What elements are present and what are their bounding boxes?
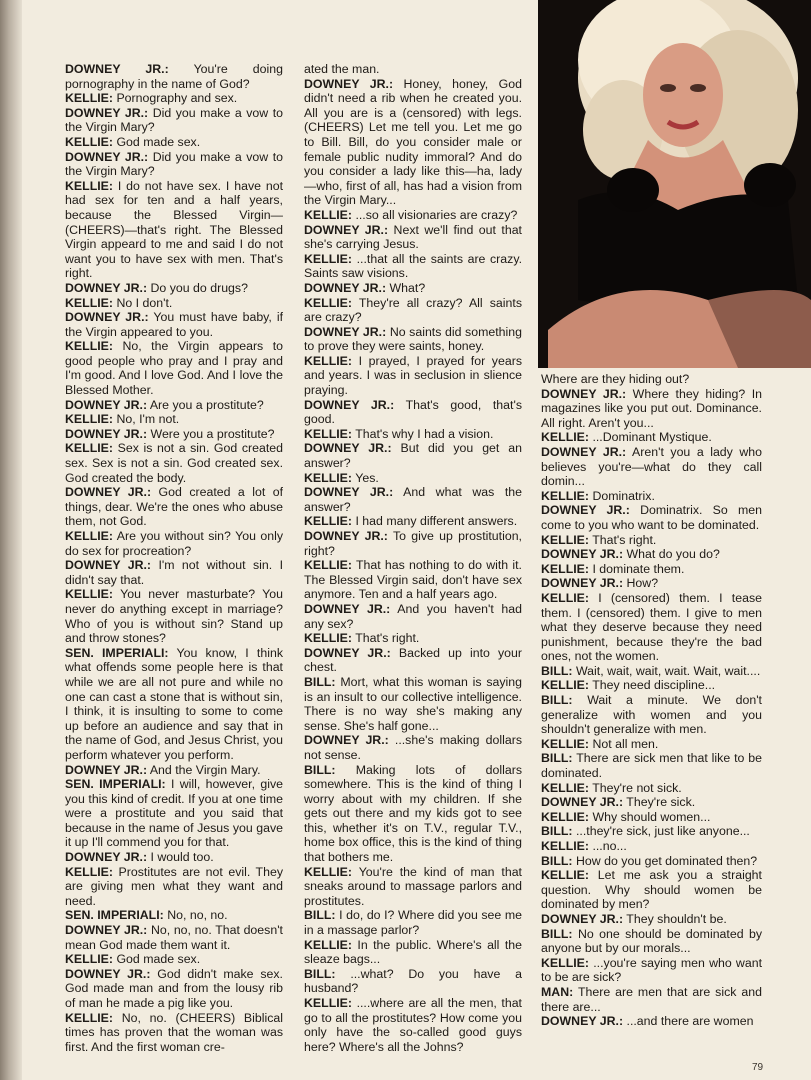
transcript-paragraph — [65, 558, 283, 587]
speaker-label: BILL: — [541, 853, 573, 868]
transcript-paragraph — [304, 62, 522, 77]
speech-text: Backed up into your chest. — [304, 645, 522, 675]
speech-text: In the public. Where's all the sleaze bags... — [304, 937, 522, 967]
speaker-label: KELLIE: — [541, 590, 590, 605]
speaker-label: KELLIE: — [304, 937, 353, 952]
speaker-label: KELLIE: — [65, 339, 114, 354]
speech-text: That's right. — [592, 532, 657, 547]
transcript-paragraph — [304, 281, 522, 296]
transcript-paragraph — [304, 602, 522, 631]
speaker-label: DOWNEY JR.: — [65, 762, 148, 777]
transcript-paragraph — [541, 372, 762, 387]
transcript-paragraph — [304, 354, 522, 398]
transcript-paragraph — [304, 675, 522, 733]
speaker-label: KELLIE: — [541, 868, 590, 883]
speaker-label: BILL: — [304, 966, 336, 981]
transcript-paragraph — [541, 489, 762, 504]
binding-shadow — [0, 0, 22, 1080]
speech-text: They're all crazy? All saints are crazy? — [304, 295, 522, 325]
speech-text: I do not have sex. I have not had sex for ten and a half years, because the Blessed Virgin—(CHEERS)—that's right. The Blessed Virgin appeard to me and said I do not want you to have sex with men. That's right. — [65, 178, 283, 281]
transcript-paragraph — [65, 398, 283, 413]
speech-text: Not all men. — [592, 736, 659, 751]
speaker-label: DOWNEY JR.: — [541, 576, 624, 591]
speech-text: Sex is not a sin. God created sex. Sex is not a sin. God created sex. God created the body. — [65, 441, 283, 485]
transcript-paragraph — [541, 678, 762, 693]
transcript-paragraph — [541, 824, 762, 839]
speaker-label: BILL: — [304, 674, 336, 689]
transcript-paragraph — [65, 412, 283, 427]
transcript-paragraph — [541, 547, 762, 562]
speaker-label: BILL: — [541, 663, 573, 678]
speaker-label: DOWNEY JR.: — [65, 280, 148, 295]
speaker-label: DOWNEY JR.: — [304, 324, 387, 339]
speaker-label: DOWNEY JR.: — [541, 911, 624, 926]
speech-text: Were you a prostitute? — [150, 426, 275, 441]
speech-text: They need discipline... — [592, 678, 716, 693]
transcript-paragraph — [65, 1011, 283, 1055]
speech-text: Next we'll find out that she's carrying Jesus. — [304, 222, 522, 252]
speech-text: No, no. (CHEERS) Biblical times has proven that the woman was first. And the first woman cre- — [65, 1010, 283, 1054]
speech-text: God made sex. — [116, 952, 201, 967]
speech-text: I had many different answers. — [355, 514, 518, 529]
speech-text: They're sick. — [626, 795, 696, 810]
transcript-paragraph — [65, 865, 283, 909]
transcript-paragraph — [541, 693, 762, 737]
transcript-paragraph — [304, 252, 522, 281]
speaker-label: KELLIE: — [304, 514, 353, 529]
transcript-paragraph — [304, 325, 522, 354]
speech-text: No saints did something to prove they were saints, honey. — [304, 324, 522, 354]
speech-text: Where they hiding? In magazines like you put out. Dominance. All right. Aren't you... — [541, 386, 762, 430]
speaker-label: KELLIE: — [65, 91, 114, 106]
speaker-label: KELLIE: — [65, 587, 114, 602]
transcript-paragraph — [541, 387, 762, 431]
speaker-label: BILL: — [541, 824, 573, 839]
speech-text: ...no... — [592, 839, 627, 853]
speech-text: ...she's making dollars not sense. — [304, 733, 522, 762]
transcript-paragraph — [541, 795, 762, 810]
speech-text: Making lots of dollars somewhere. This is the kind of thing I worry about with my children. If she gets out there and my kids got to see this, whether it's on T.V., regular T.V., home box office, this is the kind of thing that bothers me. — [304, 762, 522, 865]
transcript-paragraph — [541, 810, 762, 825]
speaker-label: DOWNEY JR.: — [65, 426, 148, 441]
transcript-paragraph — [65, 339, 283, 397]
speech-text: Let me ask you a straight question. Why should women be dominated by men? — [541, 868, 762, 912]
transcript-paragraph — [304, 441, 522, 470]
transcript-paragraph — [304, 865, 522, 909]
speech-text: I'm not without sin. I didn't say that. — [65, 558, 283, 587]
speaker-label: DOWNEY JR.: — [304, 280, 387, 295]
speech-text: Are you without sin? You only do sex for procreation? — [65, 529, 283, 558]
transcript-paragraph — [65, 587, 283, 645]
speaker-label: DOWNEY JR.: — [541, 444, 627, 459]
speaker-label: KELLIE: — [541, 809, 590, 824]
speech-text: ...what? Do you have a husband? — [304, 966, 522, 996]
transcript-paragraph — [304, 427, 522, 442]
transcript-paragraph — [541, 781, 762, 796]
speech-text: Did you make a vow to the Virgin Mary? — [65, 149, 283, 179]
speech-text: How? — [626, 576, 659, 591]
speaker-label: KELLIE: — [541, 532, 590, 547]
transcript-paragraph — [541, 1014, 762, 1029]
transcript-paragraph — [541, 503, 762, 532]
portrait-photo — [538, 0, 811, 368]
speech-text: ated the man. — [304, 62, 380, 76]
transcript-paragraph — [541, 956, 762, 985]
transcript-paragraph — [304, 763, 522, 865]
transcript-paragraph — [65, 62, 283, 91]
transcript-paragraph — [304, 938, 522, 967]
transcript-paragraph — [304, 471, 522, 486]
speech-text: I dominate them. — [592, 561, 685, 576]
transcript-paragraph — [304, 996, 522, 1054]
transcript-paragraph — [304, 529, 522, 558]
speaker-label: DOWNEY JR.: — [304, 733, 389, 748]
speaker-label: KELLIE: — [304, 251, 353, 266]
speaker-label: KELLIE: — [304, 470, 353, 485]
speaker-label: DOWNEY JR.: — [304, 485, 394, 500]
transcript-paragraph — [304, 631, 522, 646]
transcript-paragraph — [304, 558, 522, 602]
speaker-label: KELLIE: — [304, 353, 353, 368]
transcript-paragraph — [304, 514, 522, 529]
speaker-label: BILL: — [304, 762, 336, 777]
speaker-label: KELLIE: — [65, 412, 114, 427]
speaker-label: DOWNEY JR.: — [65, 397, 148, 412]
speech-text: You must have baby, if the Virgin appeared to you. — [65, 310, 283, 339]
transcript-paragraph — [304, 646, 522, 675]
transcript-paragraph — [541, 927, 762, 956]
speaker-label: DOWNEY JR.: — [304, 601, 391, 616]
transcript-paragraph — [65, 281, 283, 296]
speaker-label: BILL: — [541, 693, 573, 708]
speech-text: Wait a minute. We don't generalize with women and you shouldn't generalize with men. — [541, 693, 762, 737]
transcript-paragraph — [65, 150, 283, 179]
speaker-label: KELLIE: — [541, 678, 590, 693]
speech-text: Aren't you a lady who believes you're—what do they call domin... — [541, 444, 762, 489]
speech-text: You're doing pornography in the name of God? — [65, 62, 283, 91]
transcript-paragraph — [541, 912, 762, 927]
transcript-paragraph — [65, 777, 283, 850]
transcript-paragraph — [541, 985, 762, 1014]
speaker-label: DOWNEY JR.: — [65, 966, 151, 981]
speaker-label: KELLIE: — [65, 952, 114, 967]
speaker-label: DOWNEY JR.: — [65, 558, 152, 573]
speaker-label: DOWNEY JR.: — [541, 1014, 624, 1029]
speaker-label: KELLIE: — [304, 207, 353, 222]
transcript-paragraph — [65, 485, 283, 529]
speaker-label: BILL: — [304, 908, 336, 923]
transcript-paragraph — [65, 646, 283, 763]
speaker-label: KELLIE: — [304, 631, 353, 646]
speech-text: How do you get dominated then? — [575, 853, 758, 868]
speech-text: No, no, no. That doesn't mean God made them want it. — [65, 923, 283, 952]
speech-text: No, no, no. — [167, 908, 228, 923]
speaker-label: DOWNEY JR.: — [65, 62, 169, 76]
transcript-paragraph — [65, 923, 283, 952]
transcript-paragraph — [541, 868, 762, 912]
speaker-label: KELLIE: — [304, 295, 353, 310]
speech-text: No I don't. — [116, 295, 173, 310]
text-column-3 — [541, 372, 762, 1062]
speaker-label: KELLIE: — [304, 558, 353, 573]
speech-text: I do, do I? Where did you see me in a massage parlor? — [304, 908, 522, 938]
speech-text: To give up prostitution, right? — [304, 529, 522, 558]
speech-text: That's why I had a vision. — [355, 426, 494, 441]
speech-text: Do you do drugs? — [150, 280, 248, 295]
speech-text: That's good, that's good. — [304, 397, 522, 427]
transcript-paragraph — [65, 850, 283, 865]
transcript-paragraph — [65, 106, 283, 135]
speech-text: Wait, wait, wait, wait. Wait, wait.... — [575, 663, 761, 678]
speech-text: What do you do? — [626, 547, 720, 562]
speaker-label: KELLIE: — [541, 488, 590, 503]
portrait-photo-image — [538, 0, 811, 368]
speech-text: And the Virgin Mary. — [149, 762, 261, 777]
speech-text: Honey, honey, God didn't need a rib when he created you. All you are is a (censored) with legs. (CHEERS) Let me tell you. Let me go to Bill. Bill, do you consider male or female public nudity immoral? And do you consider a lady like this—ha, lady—who, first of all, has had a vision from the Virgin Mary... — [304, 76, 522, 208]
speech-text: Prostitutes are not evil. They are giving men what they want and need. — [65, 864, 283, 908]
speech-text: There are men that are sick and there are... — [541, 984, 762, 1014]
speech-text: But did you get an answer? — [304, 441, 522, 471]
speech-text: I (censored) them. I tease them. I (censored) them. I give to men what they deserve because they need punishment, because they're the bad ones, not the women. — [541, 590, 762, 664]
speaker-label: SEN. IMPERIALI: — [65, 645, 169, 660]
speech-text: Are you a prostitute? — [149, 397, 264, 412]
speaker-label: KELLIE: — [65, 441, 114, 456]
page-number: 79 — [752, 1062, 764, 1073]
speaker-label: KELLIE: — [541, 955, 590, 970]
speaker-label: KELLIE: — [65, 134, 114, 149]
speaker-label: DOWNEY JR.: — [65, 485, 152, 500]
speaker-label: DOWNEY JR.: — [304, 76, 394, 91]
transcript-paragraph — [541, 591, 762, 664]
speech-text: ...and there are women — [626, 1014, 754, 1029]
transcript-paragraph — [65, 529, 283, 558]
speech-text: They shouldn't be. — [626, 911, 727, 926]
speaker-label: DOWNEY JR.: — [304, 529, 388, 543]
speech-text: Where are they hiding out? — [541, 372, 690, 386]
speech-text: I will, however, give you this kind of credit. If you at one time were a prostitute and you said that because in the name of Jesus you gave it up I'll commend you for that. — [65, 777, 283, 850]
speaker-label: KELLIE: — [541, 839, 590, 853]
transcript-paragraph — [541, 445, 762, 489]
transcript-paragraph — [541, 839, 762, 854]
speaker-label: KELLIE: — [304, 864, 353, 879]
speaker-label: KELLIE: — [65, 529, 114, 543]
speaker-label: DOWNEY JR.: — [541, 386, 627, 401]
speaker-label: DOWNEY JR.: — [304, 222, 389, 237]
transcript-paragraph — [304, 296, 522, 325]
speaker-label: DOWNEY JR.: — [65, 923, 148, 938]
speech-text: Dominatrix. — [592, 488, 655, 503]
transcript-paragraph — [541, 854, 762, 869]
speaker-label: KELLIE: — [65, 1010, 114, 1025]
transcript-paragraph — [541, 562, 762, 577]
transcript-paragraph — [541, 751, 762, 780]
speech-text: That has nothing to do with it. The Blessed Virgin said, don't have sex anymore. Ten and a half years ago. — [304, 558, 522, 602]
speaker-label: DOWNEY JR.: — [541, 547, 624, 562]
transcript-paragraph — [304, 967, 522, 996]
speech-text: ...they're sick, just like anyone... — [575, 824, 750, 839]
speaker-label: BILL: — [541, 751, 573, 766]
transcript-paragraph — [65, 296, 283, 311]
speech-text: They're not sick. — [592, 780, 682, 795]
transcript-paragraph — [304, 223, 522, 252]
speech-text: God created a lot of things, dear. We're the ones who abuse them, not God. — [65, 485, 283, 529]
speech-text: ...that all the saints are crazy. Saints saw visions. — [304, 251, 522, 281]
speaker-label: DOWNEY JR.: — [65, 105, 149, 120]
speech-text: ...you're saying men who want to be are sick? — [541, 955, 762, 985]
speaker-label: SEN. IMPERIALI: — [65, 777, 166, 792]
speech-text: No one should be dominated by anyone but by our morals... — [541, 926, 762, 956]
speaker-label: KELLIE: — [65, 864, 114, 879]
speech-text: Yes. — [355, 470, 379, 485]
speaker-label: DOWNEY JR.: — [541, 503, 630, 518]
speaker-label: KELLIE: — [304, 426, 353, 441]
transcript-paragraph — [65, 310, 283, 339]
transcript-paragraph — [541, 737, 762, 752]
transcript-paragraph — [304, 733, 522, 762]
speaker-label: DOWNEY JR.: — [541, 795, 624, 810]
speaker-label: MAN: — [541, 984, 574, 999]
speaker-label: SEN. IMPERIALI: — [65, 908, 164, 923]
transcript-paragraph — [65, 427, 283, 442]
transcript-paragraph — [304, 908, 522, 937]
speaker-label: KELLIE: — [541, 430, 590, 445]
speaker-label: KELLIE: — [541, 736, 590, 751]
speech-text: No, the Virgin appears to good people who pray and I pray and I'm good. And I love God. And I love the Blessed Mother. — [65, 339, 283, 398]
transcript-paragraph — [304, 77, 522, 208]
transcript-paragraph — [304, 398, 522, 427]
speech-text: No, I'm not. — [116, 412, 180, 427]
speech-text: What? — [389, 280, 426, 295]
speech-text: Mort, what this woman is saying is an insult to our collective intelligence. There is no way she's making any sense. She's half gone... — [304, 674, 522, 733]
transcript-paragraph — [541, 576, 762, 591]
transcript-paragraph — [65, 952, 283, 967]
speech-text: I would too. — [150, 850, 214, 865]
speech-text: Dominatrix. So men come to you who want to be dominated. — [541, 503, 762, 532]
speech-text: Did you make a vow to the Virgin Mary? — [65, 105, 283, 135]
speech-text: You never masturbate? You never do anything except in marriage? Who of you is without sin? Stand up and throw stones? — [65, 587, 283, 646]
speech-text: ...so all visionaries are crazy? — [355, 207, 518, 222]
text-column-1 — [65, 62, 283, 1062]
speech-text: And what was the answer? — [304, 485, 522, 514]
speaker-label: KELLIE: — [304, 996, 353, 1010]
transcript-paragraph — [65, 908, 283, 923]
speaker-label: DOWNEY JR.: — [65, 850, 148, 865]
text-column-2 — [304, 62, 522, 1062]
speaker-label: DOWNEY JR.: — [304, 645, 391, 660]
transcript-paragraph — [541, 533, 762, 548]
transcript-paragraph — [65, 91, 283, 106]
transcript-paragraph — [65, 763, 283, 778]
transcript-paragraph — [65, 967, 283, 1011]
transcript-paragraph — [65, 179, 283, 281]
speaker-label: KELLIE: — [65, 295, 114, 310]
speech-text: God didn't make sex. God made man and from the lousy rib of man he made a pig like you. — [65, 966, 283, 1010]
speaker-label: DOWNEY JR.: — [65, 149, 149, 164]
speech-text: You know, I think what offends some people here is that while we are all not pure and while no one can cast a stone that is without sin, I think, it is insulting to some to come up before an audience and say that in the name of God, and Jesus Christ, you perform whatever you perform. — [65, 645, 283, 762]
speaker-label: BILL: — [541, 926, 573, 941]
speech-text: That's right. — [355, 631, 420, 646]
speech-text: God made sex. — [116, 134, 201, 149]
speaker-label: DOWNEY JR.: — [304, 397, 395, 412]
speech-text: You're the kind of man that sneaks around to massage parlors and prostitutes. — [304, 864, 522, 908]
speech-text: Pornography and sex. — [116, 91, 238, 106]
transcript-paragraph — [541, 664, 762, 679]
speaker-label: KELLIE: — [65, 178, 114, 193]
speaker-label: DOWNEY JR.: — [65, 310, 149, 325]
transcript-paragraph — [65, 135, 283, 150]
speaker-label: KELLIE: — [541, 561, 590, 576]
speech-text: And you haven't had any sex? — [304, 601, 522, 631]
speech-text: There are sick men that like to be dominated. — [541, 751, 762, 781]
transcript-paragraph — [304, 485, 522, 514]
speaker-label: DOWNEY JR.: — [304, 441, 392, 456]
speech-text: ....where are all the men, that go to all the prostitutes? How come you only have the so-called good guys here? Where's all the Johns? — [304, 996, 522, 1054]
transcript-paragraph — [541, 430, 762, 445]
speech-text: I prayed, I prayed for years and years. I was in seclusion in slience praying. — [304, 353, 522, 398]
transcript-paragraph — [304, 208, 522, 223]
speaker-label: KELLIE: — [541, 780, 590, 795]
speech-text: ...Dominant Mystique. — [592, 430, 712, 445]
transcript-paragraph — [65, 441, 283, 485]
speech-text: Why should women... — [592, 809, 711, 824]
